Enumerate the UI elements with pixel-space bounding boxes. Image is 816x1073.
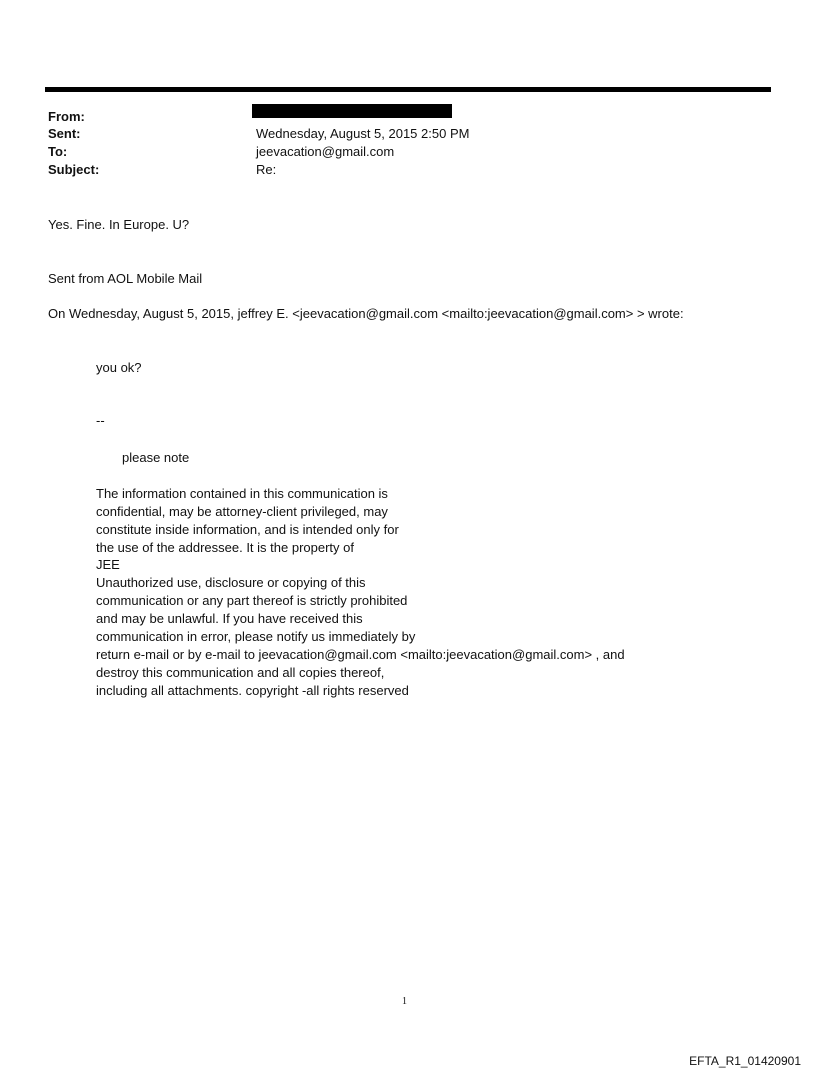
reply-text: Yes. Fine. In Europe. U?: [48, 217, 190, 232]
redacted-sender: [252, 104, 452, 118]
from-label: From:: [48, 109, 85, 124]
disclaimer-line: the use of the addressee. It is the property of: [96, 540, 354, 555]
disclaimer-line: Unauthorized use, disclosure or copying of this: [96, 575, 366, 590]
disclaimer-line: JEE: [96, 557, 120, 572]
disclaimer-line: communication in error, please notify us immediately by: [96, 629, 416, 644]
header-rule: [45, 87, 771, 92]
disclaimer-line: constitute inside information, and is intended only for: [96, 522, 399, 537]
sent-value: Wednesday, August 5, 2015 2:50 PM: [256, 126, 470, 141]
quoted-separator: --: [96, 413, 105, 428]
disclaimer-line: and may be unlawful. If you have received this: [96, 611, 363, 626]
to-label: To:: [48, 144, 68, 159]
page-number: 1: [402, 996, 407, 1007]
please-note: please note: [122, 450, 190, 465]
disclaimer-line: communication or any part thereof is strictly prohibited: [96, 593, 408, 608]
disclaimer-line: destroy this communication and all copies thereof,: [96, 665, 385, 680]
subject-label: Subject:: [48, 162, 100, 177]
signature-text: Sent from AOL Mobile Mail: [48, 271, 203, 286]
quoted-message: you ok?: [96, 360, 142, 375]
sent-label: Sent:: [48, 126, 81, 141]
subject-value: Re:: [256, 162, 277, 177]
disclaimer-line: The information contained in this communication is: [96, 486, 388, 501]
quote-intro: On Wednesday, August 5, 2015, jeffrey E. <jeevacation@gmail.com <mailto:jeevacation@gmail.com> > wrote:: [48, 306, 684, 321]
document-id: EFTA_R1_01420901: [689, 1054, 801, 1068]
disclaimer-line: confidential, may be attorney-client privileged, may: [96, 504, 388, 519]
disclaimer-line: return e-mail or by e-mail to jeevacation@gmail.com <mailto:jeevacation@gmail.com> , and: [96, 647, 625, 662]
disclaimer-line: including all attachments. copyright -all rights reserved: [96, 683, 409, 698]
to-value: jeevacation@gmail.com: [256, 144, 395, 159]
